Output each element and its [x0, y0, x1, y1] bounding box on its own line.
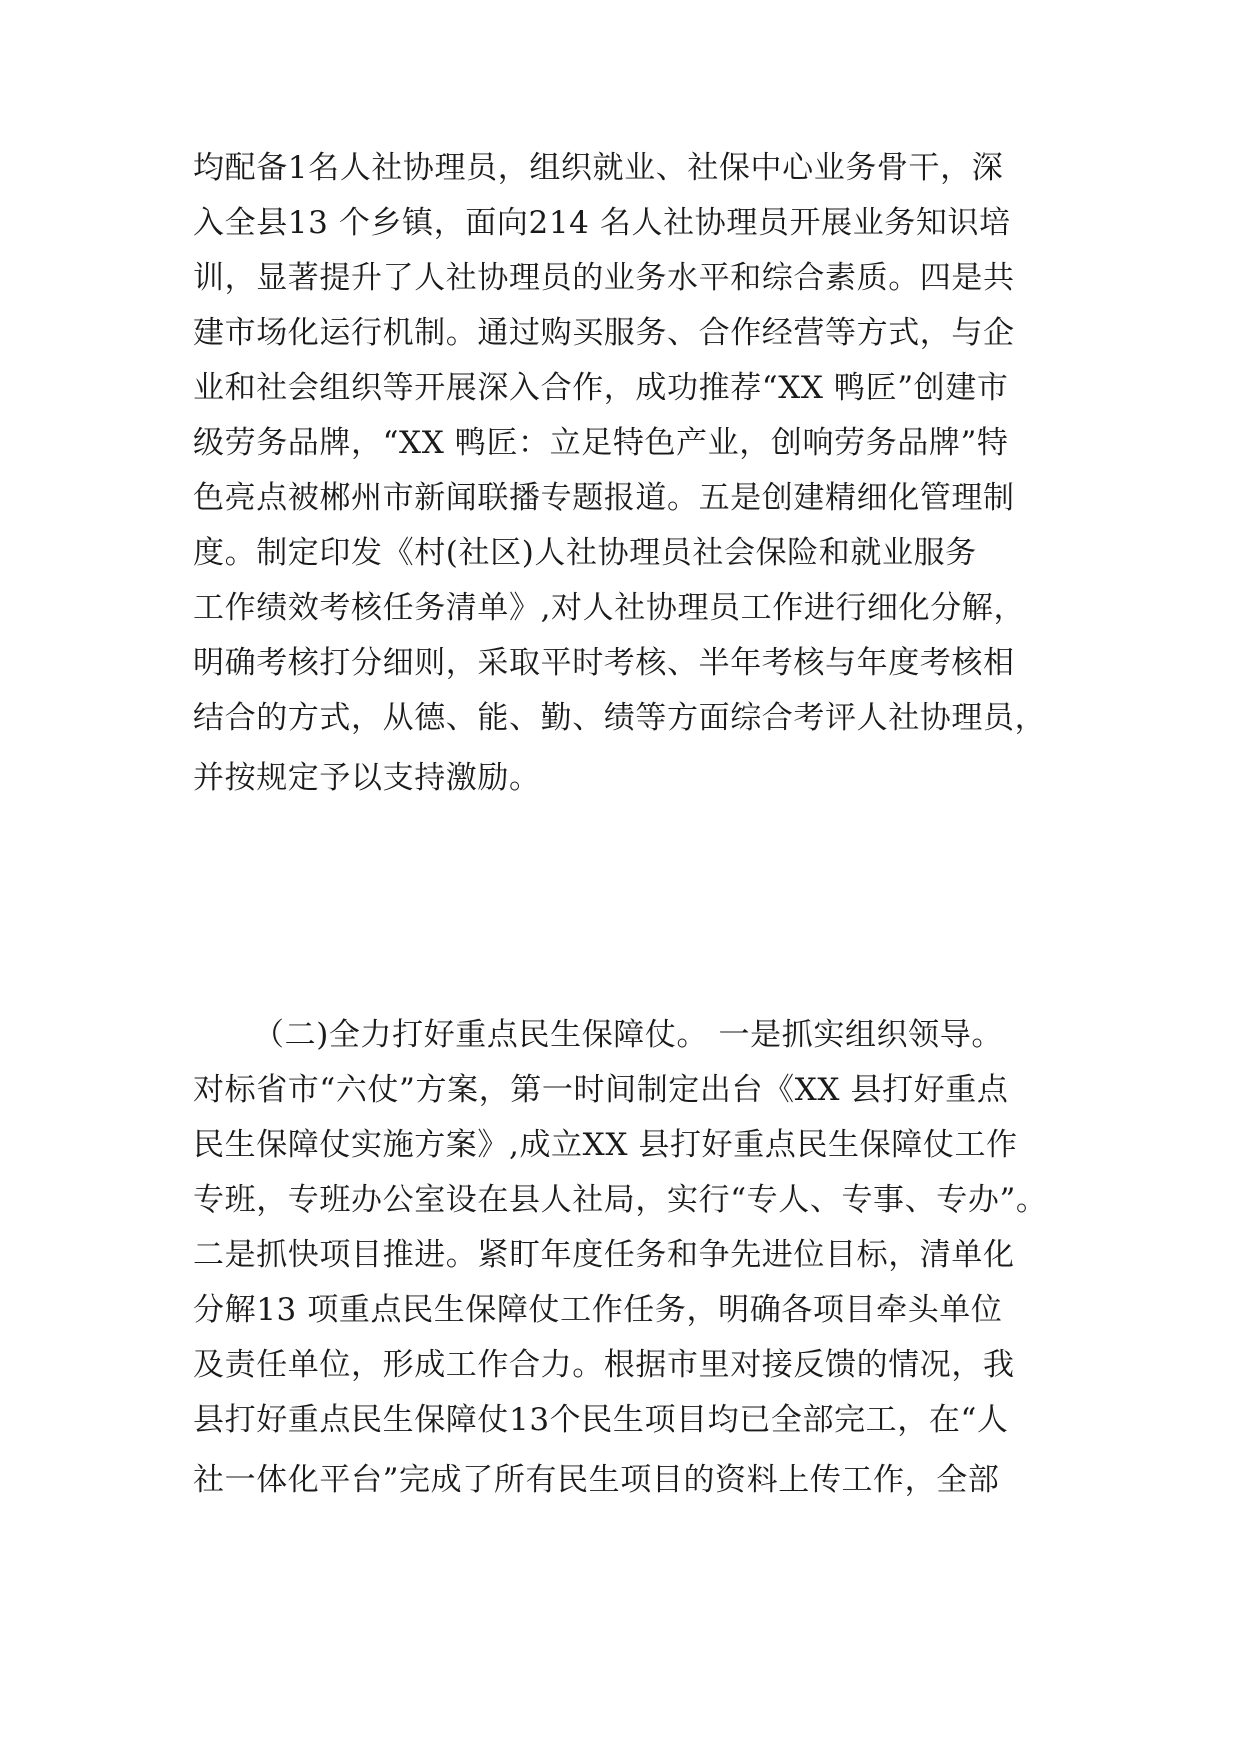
paragraph-1-line: 业和社会组织等开展深入合作，成功推荐“XX 鸭匠”创建市: [193, 370, 1009, 406]
paragraph-1-line: 色亮点被郴州市新闻联播专题报道。五是创建精细化管理制: [193, 480, 1015, 516]
paragraph-1-line: 工作绩效考核任务清单》,对人社协理员工作进行细化分解，: [193, 590, 1026, 626]
paragraph-2-line: 分解13 项重点民生保障仗工作任务，明确各项目牵头单位: [193, 1292, 1003, 1328]
paragraph-2-line: 对标省市“六仗”方案，第一时间制定出台《XX 县打好重点: [193, 1072, 1009, 1108]
paragraph-2-line: 民生保障仗实施方案》,成立XX 县打好重点民生保障仗工作: [193, 1127, 1018, 1163]
paragraph-1-line: 均配备1名人社协理员，组织就业、社保中心业务骨干，深: [193, 150, 1004, 186]
paragraph-1-line: 度。制定印发《村(社区)人社协理员社会保险和就业服务: [193, 535, 977, 571]
paragraph-2-line: 社一体化平台”完成了所有民生项目的资料上传工作，全部: [193, 1462, 1000, 1498]
paragraph-2-line: 专班，专班办公室设在县人社局，实行“专人、专事、专办”。: [193, 1182, 1048, 1218]
paragraph-1-line: 并按规定予以支持激励。: [193, 760, 541, 796]
paragraph-2-line: 县打好重点民生保障仗13个民生项目均已全部完工，在“人: [193, 1402, 1009, 1438]
paragraph-2-line: 二是抓快项目推进。紧盯年度任务和争先进位目标，清单化: [193, 1237, 1015, 1273]
paragraph-1-line: 级劳务品牌，“XX 鸭匠：立足特色产业，创响劳务品牌”特: [193, 425, 1009, 461]
paragraph-1-line: 入全县13 个乡镇，面向214 名人社协理员开展业务知识培: [193, 205, 1011, 241]
paragraph-1-line: 明确考核打分细则，采取平时考核、半年考核与年度考核相: [193, 645, 1015, 681]
paragraph-1-line: 训，显著提升了人社协理员的业务水平和综合素质。四是共: [193, 260, 1015, 296]
paragraph-2-line: （二)全力打好重点民生保障仗。 一是抓实组织领导。: [253, 1017, 1003, 1053]
paragraph-2-line: 及责任单位，形成工作合力。根据市里对接反馈的情况，我: [193, 1347, 1015, 1383]
paragraph-1-line: 建市场化运行机制。通过购买服务、合作经营等方式，与企: [193, 315, 1015, 351]
paragraph-1-line: 结合的方式，从德、能、勤、绩等方面综合考评人社协理员，: [193, 700, 1047, 736]
